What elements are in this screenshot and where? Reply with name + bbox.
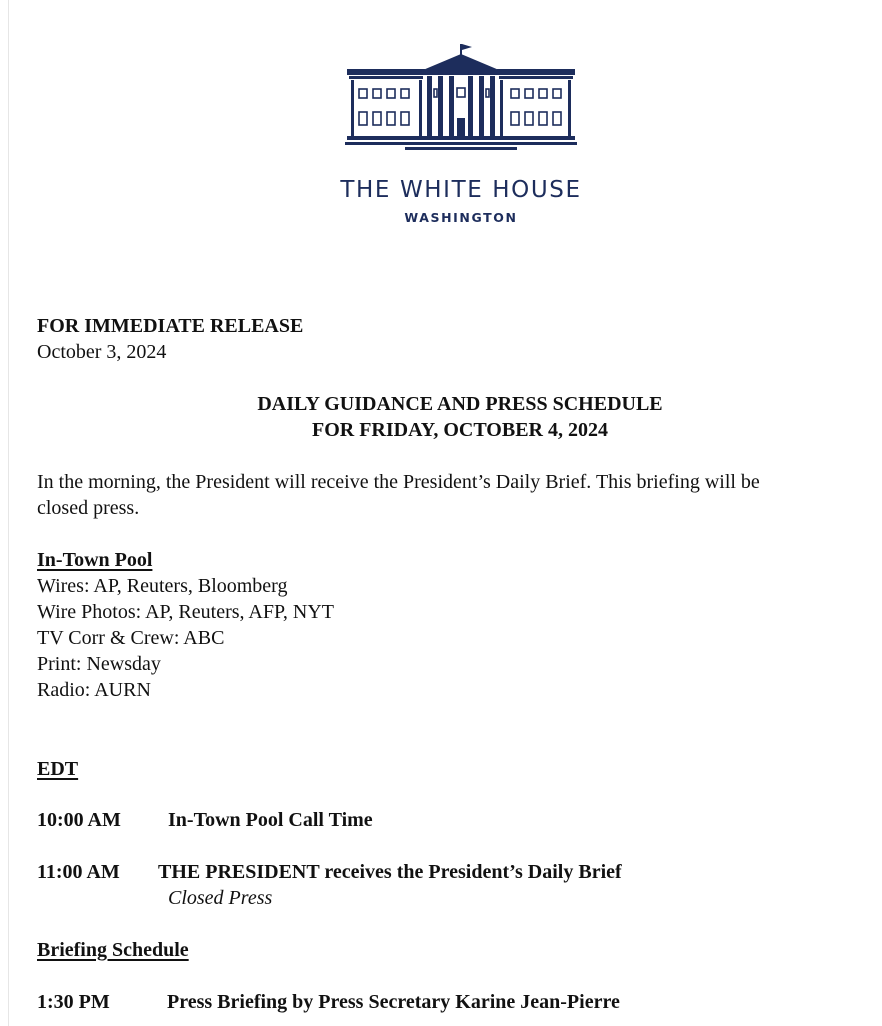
pool-item: Print: Newsday [37, 653, 161, 675]
intro-paragraph-line-2: closed press. [37, 497, 140, 519]
schedule-time: 10:00 AM [37, 809, 121, 831]
white-house-logo-icon [345, 42, 577, 152]
letterhead-title: THE WHITE HOUSE [340, 177, 582, 203]
letterhead-subtitle: WASHINGTON [404, 210, 518, 225]
briefing-section-title: Briefing Schedule [37, 939, 189, 961]
document-heading-line-1: DAILY GUIDANCE AND PRESS SCHEDULE [257, 393, 663, 415]
release-label: FOR IMMEDIATE RELEASE [37, 315, 304, 337]
pool-item: Radio: AURN [37, 679, 151, 701]
schedule-event: THE PRESIDENT receives the President’s Daily Brief [158, 861, 622, 883]
pool-item: Wire Photos: AP, Reuters, AFP, NYT [37, 601, 335, 623]
page-left-edge [8, 0, 9, 1026]
release-date: October 3, 2024 [37, 341, 167, 363]
schedule-event: In-Town Pool Call Time [168, 809, 373, 831]
briefing-time: 1:30 PM [37, 991, 110, 1013]
schedule-time: 11:00 AM [37, 861, 120, 883]
intro-paragraph-line-1: In the morning, the President will receive the President’s Daily Brief. This briefing will be [37, 471, 760, 493]
briefing-event: Press Briefing by Press Secretary Karine Jean-Pierre [167, 991, 620, 1013]
pool-item: TV Corr & Crew: ABC [37, 627, 225, 649]
schedule-press-note: Closed Press [168, 887, 273, 909]
timezone-label: EDT [37, 758, 79, 780]
pool-item: Wires: AP, Reuters, Bloomberg [37, 575, 288, 597]
document-heading-line-2: FOR FRIDAY, OCTOBER 4, 2024 [312, 419, 608, 441]
pool-section-title: In-Town Pool [37, 549, 153, 571]
